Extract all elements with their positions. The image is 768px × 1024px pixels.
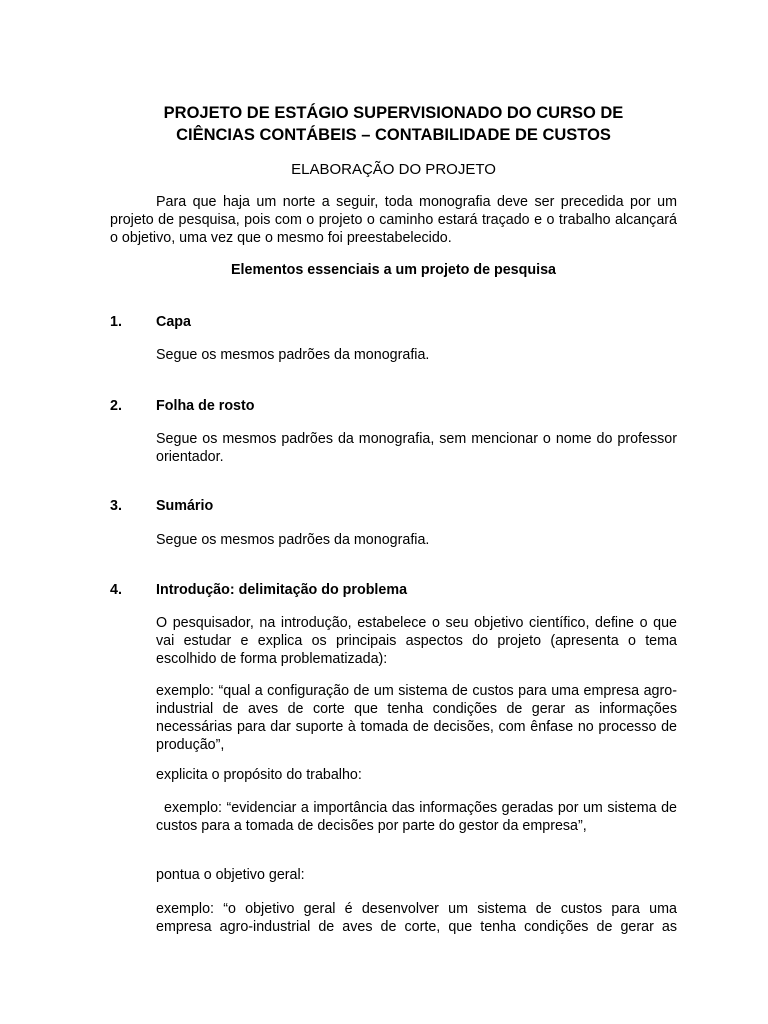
section-4-paragraph-3: pontua o objetivo geral:: [156, 867, 305, 883]
section-3-title: Sumário: [156, 498, 214, 514]
section-1-number: 1.: [110, 314, 122, 330]
intro-paragraph: Para que haja um norte a seguir, toda monografia deve ser precedida por um projeto de pesquisa, pois com o projeto o caminho estará traçado e o trabalho alcançará o objetivo, uma vez que o mesmo foi preestabelecido.: [110, 194, 677, 246]
section-4-number: 4.: [110, 582, 122, 598]
section-4-example-2: exemplo: “evidenciar a importância das informações geradas por um sistema de custos para a tomada de decisões por parte do gestor da empresa”,: [156, 800, 677, 834]
section-4-title: Introdução: delimitação do problema: [156, 582, 408, 598]
section-4-example-1: exemplo: “qual a configuração de um sistema de custos para uma empresa agro-industrial de aves de corte que tenha condições de gerar as informações necessárias para dar suporte à tomada de decisões, com ênfase no processo de produção”,: [156, 683, 677, 753]
title-line-1: PROJETO DE ESTÁGIO SUPERVISIONADO DO CURSO DE: [163, 104, 624, 122]
essentials-heading: Elementos essenciais a um projeto de pesquisa: [231, 262, 556, 278]
section-4-paragraph-1: O pesquisador, na introdução, estabelece o seu objetivo científico, define o que vai estudar e explica os principais aspectos do projeto (apresenta o tema escolhido de forma problematizada):: [156, 615, 677, 667]
document-title: [110, 102, 677, 146]
title-line-2: CIÊNCIAS CONTÁBEIS – CONTABILIDADE DE CUSTOS: [176, 126, 611, 144]
section-2-number: 2.: [110, 398, 122, 414]
section-2-title: Folha de rosto: [156, 398, 255, 414]
section-4-example-3: exemplo: “o objetivo geral é desenvolver um sistema de custos para uma empresa agro-industrial de aves de corte, que tenha condições de gerar as: [156, 901, 677, 935]
section-1-text: Segue os mesmos padrões da monografia.: [156, 347, 430, 363]
section-subtitle: ELABORAÇÃO DO PROJETO: [291, 161, 496, 178]
section-4-paragraph-2: explicita o propósito do trabalho:: [156, 767, 362, 783]
section-3-number: 3.: [110, 498, 122, 514]
section-1-title: Capa: [156, 314, 191, 330]
section-2-text: Segue os mesmos padrões da monografia, sem mencionar o nome do professor orientador.: [156, 431, 677, 465]
section-3-text: Segue os mesmos padrões da monografia.: [156, 532, 430, 548]
